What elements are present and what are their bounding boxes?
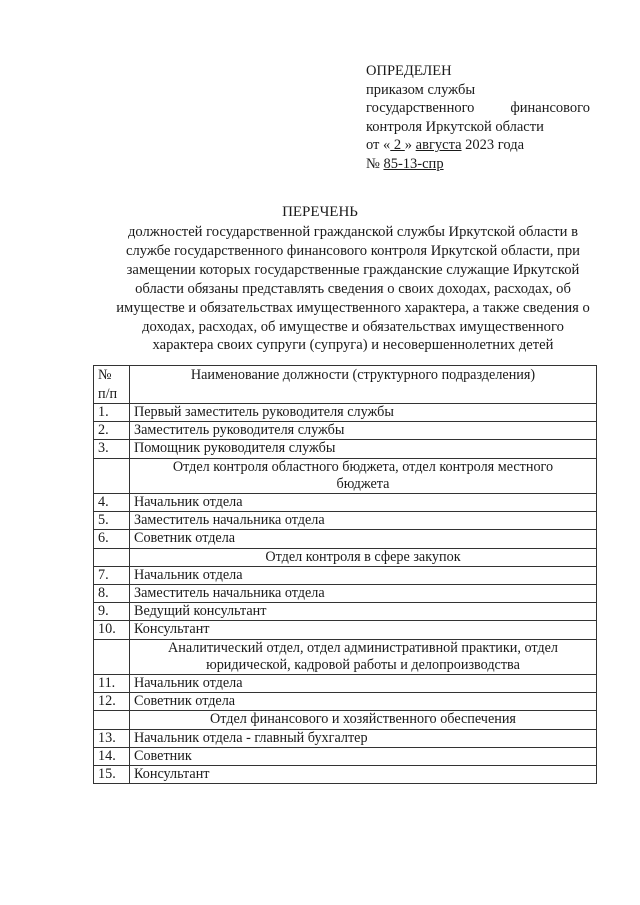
row-num: 13. <box>94 729 130 747</box>
section-row <box>94 458 597 493</box>
header-num-cell <box>94 366 130 404</box>
number-prefix: № <box>366 155 384 172</box>
row-num: 5. <box>94 512 130 530</box>
date-suffix: 2023 года <box>461 137 525 154</box>
table-row <box>94 530 597 548</box>
subtitle-line: имуществе и обязательствах имущественного характера, а также сведения о <box>116 299 590 316</box>
table-row <box>94 693 597 711</box>
approval-service-left: государственного <box>366 100 475 117</box>
approval-order-line: приказом службы <box>366 81 476 98</box>
row-position: Начальник отдела <box>130 566 597 584</box>
table-row <box>94 729 597 747</box>
section-title <box>130 639 597 674</box>
approval-heading: ОПРЕДЕЛЕН <box>366 63 452 79</box>
approval-block <box>366 62 590 174</box>
row-position: Заместитель начальника отдела <box>130 585 597 603</box>
row-num: 2. <box>94 422 130 440</box>
date-month: августа <box>415 137 462 154</box>
subtitle-line: характера своих супруги (супруга) и несовершеннолетних детей <box>152 337 554 354</box>
row-position: Заместитель начальника отдела <box>130 512 597 530</box>
subtitle-line: службе государственного финансового контроля Иркутской области, при <box>126 242 580 259</box>
date-day: 2 <box>390 137 405 154</box>
table-row <box>94 422 597 440</box>
positions-table <box>93 365 597 784</box>
section-row <box>94 639 597 674</box>
header-num-line2: п/п <box>98 385 118 402</box>
table-row <box>94 585 597 603</box>
section-title <box>130 458 597 493</box>
header-name-cell: Наименование должности (структурного подразделения) <box>130 366 597 404</box>
section-line: бюджета <box>336 475 390 492</box>
table-row <box>94 566 597 584</box>
row-position: Советник отдела <box>130 693 597 711</box>
document-subtitle <box>108 223 598 355</box>
row-num: 14. <box>94 747 130 765</box>
row-num: 15. <box>94 766 130 784</box>
row-num: 12. <box>94 693 130 711</box>
row-num: 1. <box>94 404 130 422</box>
row-position: Начальник отдела - главный бухгалтер <box>130 729 597 747</box>
subtitle-line: доходах, расходах, об имуществе и обязательствах имущественного <box>142 318 564 335</box>
row-position: Советник отдела <box>130 530 597 548</box>
row-num: 10. <box>94 621 130 639</box>
table-row <box>94 404 597 422</box>
row-num: 7. <box>94 566 130 584</box>
row-num: 3. <box>94 440 130 458</box>
section-line: Аналитический отдел, отдел административной практики, отдел <box>168 639 558 656</box>
row-num <box>94 548 130 566</box>
section-title: Отдел контроля в сфере закупок <box>130 548 597 566</box>
row-position: Заместитель руководителя службы <box>130 422 597 440</box>
subtitle-line: замещении которых государственные гражданские служащие Иркутской <box>126 261 580 278</box>
section-row <box>94 548 597 566</box>
row-num <box>94 711 130 729</box>
row-position: Начальник отдела <box>130 494 597 512</box>
row-position: Помощник руководителя службы <box>130 440 597 458</box>
approval-number <box>366 155 590 174</box>
approval-service-line <box>366 99 590 118</box>
table-row <box>94 621 597 639</box>
row-num <box>94 458 130 493</box>
row-position: Начальник отдела <box>130 675 597 693</box>
table-row <box>94 766 597 784</box>
row-num <box>94 639 130 674</box>
row-num: 4. <box>94 494 130 512</box>
section-line: Отдел контроля областного бюджета, отдел контроля местного <box>172 458 554 475</box>
row-position: Консультант <box>130 621 597 639</box>
section-row <box>94 711 597 729</box>
row-num: 11. <box>94 675 130 693</box>
section-line: юридической, кадровой работы и делопроизводства <box>206 656 520 673</box>
row-num: 8. <box>94 585 130 603</box>
row-position: Ведущий консультант <box>130 603 597 621</box>
table-row <box>94 494 597 512</box>
number-value: 85-13-спр <box>383 155 444 172</box>
document-title: ПЕРЕЧЕНЬ <box>282 204 358 220</box>
row-position: Советник <box>130 747 597 765</box>
table-row <box>94 440 597 458</box>
table-row <box>94 603 597 621</box>
row-position: Первый заместитель руководителя службы <box>130 404 597 422</box>
date-mid: » <box>404 137 413 154</box>
section-title: Отдел финансового и хозяйственного обеспечения <box>130 711 597 729</box>
approval-date <box>366 136 590 155</box>
row-num: 9. <box>94 603 130 621</box>
approval-region-line: контроля Иркутской области <box>366 118 544 135</box>
table-row <box>94 512 597 530</box>
table-row <box>94 675 597 693</box>
header-num-line1: № <box>98 367 112 383</box>
table-header-row <box>94 366 597 404</box>
subtitle-line: должностей государственной гражданской службы Иркутской области в <box>127 224 579 240</box>
subtitle-line: области обязаны представлять сведения о своих доходах, расходах, об <box>135 280 571 297</box>
row-num: 6. <box>94 530 130 548</box>
table-row <box>94 747 597 765</box>
approval-service-right: финансового <box>510 100 590 117</box>
row-position: Консультант <box>130 766 597 784</box>
date-prefix: от « <box>366 137 391 154</box>
